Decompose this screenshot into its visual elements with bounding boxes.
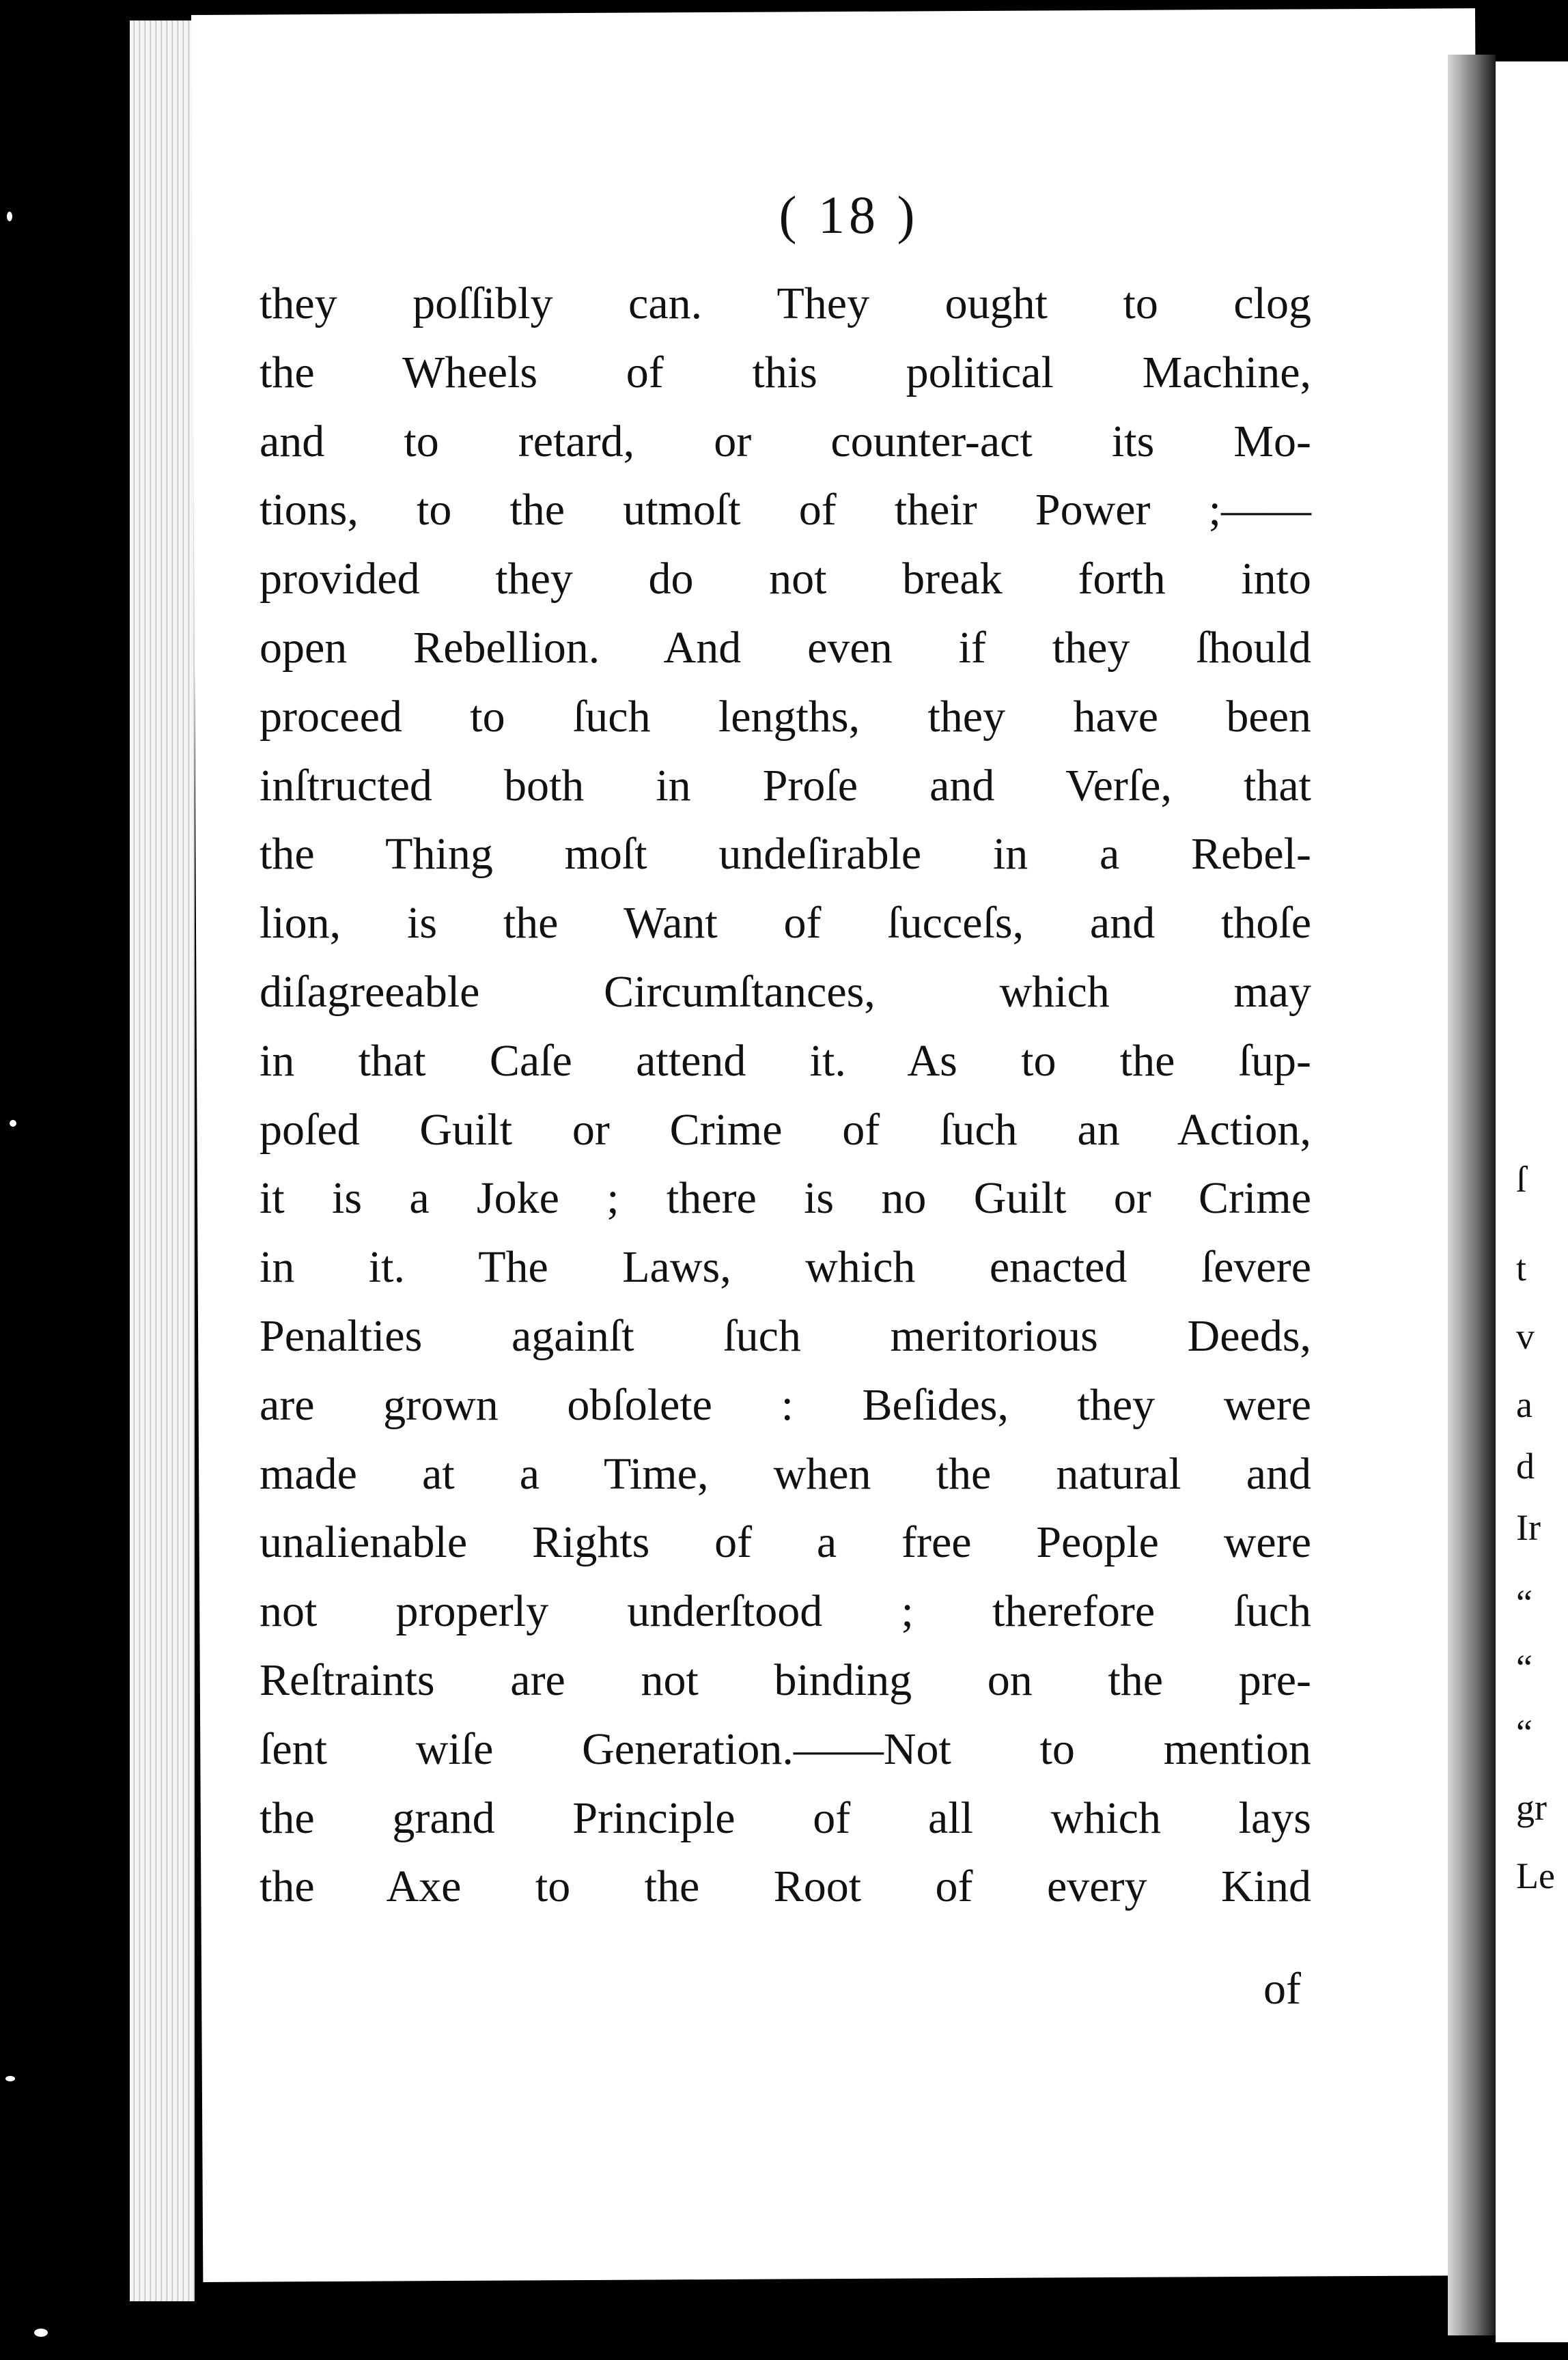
text-line: Penalties againſt ſuch meritorious Deeds, — [260, 1310, 1311, 1361]
facing-page-letter: d — [1516, 1446, 1535, 1487]
text-line: and to retard, or counter-act its Mo- — [260, 416, 1311, 466]
text-line: inſtructed both in Proſe and Verſe, that — [260, 760, 1311, 811]
facing-page-letter: Le — [1516, 1855, 1555, 1896]
text-line: in it. The Laws, which enacted ſevere — [260, 1242, 1311, 1293]
text-line: not properly underſtood ; therefore ſuch — [260, 1586, 1311, 1637]
facing-page-letter: “ — [1516, 1582, 1532, 1623]
text-line: in that Caſe attend it. As to the ſup- — [260, 1035, 1311, 1086]
text-line: they poſſibly can. They ought to clog — [260, 279, 1311, 328]
text-line: provided they do not break forth into — [260, 554, 1311, 604]
text-line: lion, is the Want of ſucceſs, and thoſe — [260, 898, 1311, 949]
text-line: it is a Joke ; there is no Guilt or Crime — [260, 1173, 1311, 1224]
facing-page-letter: Ir — [1516, 1507, 1541, 1548]
facing-page-letter: ſ — [1516, 1159, 1527, 1200]
text-line: the Thing moſt undeſirable in a Rebel- — [260, 829, 1311, 880]
text-line: the grand Principle of all which lays — [260, 1793, 1311, 1843]
text-line: the Axe to the Root of every Kind — [260, 1862, 1311, 1912]
margin-speck — [34, 2329, 48, 2337]
text-line: the Wheels of this political Machine, — [260, 347, 1311, 397]
text-line: Reſtraints are not binding on the pre- — [260, 1655, 1311, 1705]
facing-page-letter: gr — [1516, 1787, 1547, 1828]
facing-page-letter: a — [1516, 1384, 1532, 1425]
page-stack-edge — [130, 20, 195, 2301]
text-line: made at a Time, when the natural and — [260, 1448, 1311, 1499]
text-line: diſagreeable Circumſtances, which may — [260, 966, 1311, 1017]
facing-page-letter: t — [1516, 1248, 1527, 1289]
text-line: tions, to the utmoſt of their Power ;—— — [260, 485, 1311, 535]
text-line: ſent wiſe Generation.——Not to mention — [260, 1724, 1311, 1774]
text-line: open Rebellion. And even if they ſhould — [260, 622, 1311, 673]
facing-page-letter: v — [1516, 1316, 1535, 1357]
margin-speck — [5, 2076, 15, 2081]
text-line: poſed Guilt or Crime of ſuch an Action, — [260, 1104, 1311, 1155]
facing-page-letter: “ — [1516, 1712, 1532, 1753]
body-text — [260, 270, 1311, 1922]
margin-speck — [10, 1120, 16, 1127]
page-number-header: ( 18 ) — [779, 185, 919, 244]
text-line: proceed to ſuch lengths, they have been — [260, 691, 1311, 742]
book-gutter — [1448, 55, 1496, 2335]
catchword: of — [1263, 1964, 1301, 2014]
facing-page-letter: “ — [1516, 1647, 1532, 1688]
text-line: are grown obſolete : Beſides, they were — [260, 1379, 1311, 1430]
text-line: unalienable Rights of a free People were — [260, 1517, 1311, 1568]
facing-page-fragment — [1496, 61, 1568, 2342]
